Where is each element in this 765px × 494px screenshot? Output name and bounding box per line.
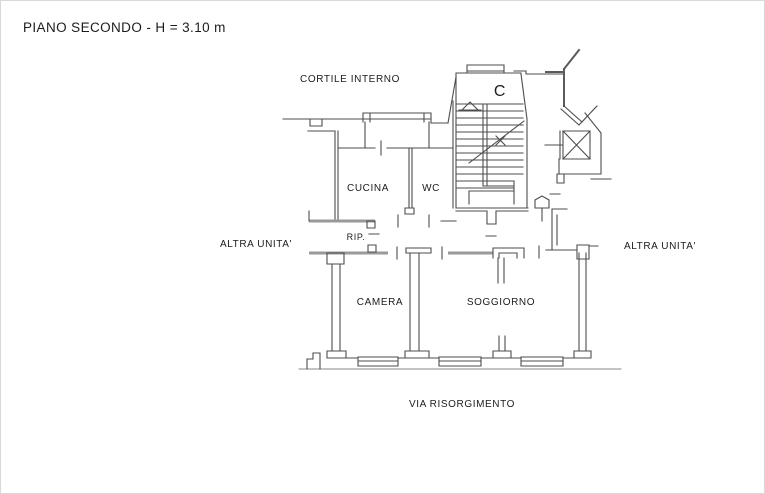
kitchen-bay-window [363,113,448,148]
courtyard-label: CORTILE INTERNO [300,74,400,85]
kitchen-label: CUCINA [347,183,389,194]
bedroom-label: CAMERA [356,297,404,308]
entrance-door [535,194,567,249]
adjacent-unit-right-label: ALTRA UNITA' [623,241,697,252]
elevator-shaft [545,50,611,183]
storage-label: RIP. [346,232,366,242]
wc-label: WC [422,183,440,194]
street-facade [299,353,621,369]
stairwell-letter: C [493,83,507,100]
adjacent-unit-left-label: ALTRA UNITA' [219,239,293,250]
living-room-label: SOGGIORNO [466,297,536,308]
floor-plan-svg [1,1,765,494]
plan-title: PIANO SECONDO - H = 3.10 m [23,20,226,35]
kitchen-wc-walls [335,77,456,221]
courtyard-walls [283,119,363,131]
corridor-upper-wall [309,211,456,228]
street-label: VIA RISORGIMENTO [408,399,516,410]
